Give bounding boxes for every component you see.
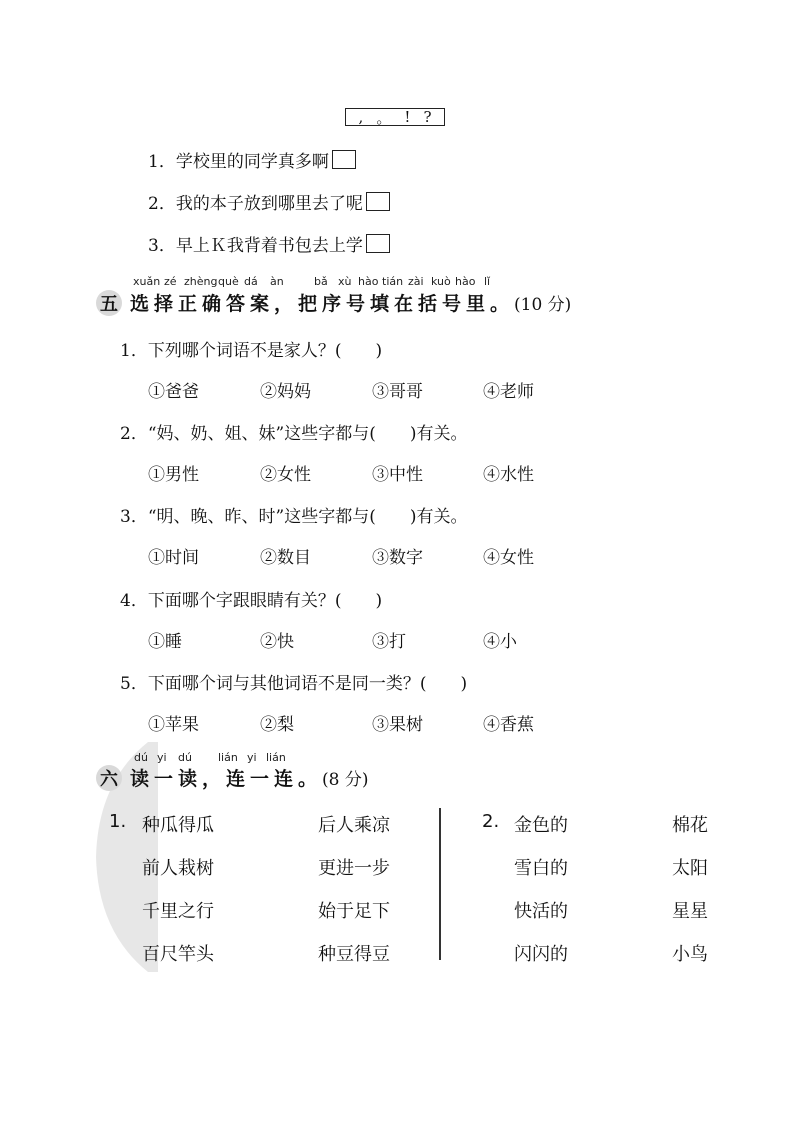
question-2: 2．“妈、奶、姐、妹”这些字都与( )有关。 <box>120 424 468 444</box>
pinyin: kuò <box>431 275 451 288</box>
pinyin: dá <box>244 275 258 288</box>
pinyin: yi <box>247 751 257 764</box>
match-right-item[interactable]: 始于足下 <box>318 901 390 922</box>
section-number-badge: 六 <box>96 765 122 791</box>
match-left-item[interactable]: 快活的 <box>514 901 568 922</box>
section-title: 读一读，连一连。 <box>130 768 323 790</box>
question-3: 3．“明、晚、昨、时”这些字都与( )有关。 <box>120 507 468 527</box>
pinyin: hào <box>455 275 476 288</box>
option[interactable]: ①爸爸 <box>148 382 199 402</box>
pinyin: hào <box>358 275 379 288</box>
pinyin: tián <box>382 275 404 288</box>
punctuation-item-1 <box>148 147 356 172</box>
option[interactable]: ③数字 <box>372 548 423 568</box>
option[interactable]: ①时间 <box>148 548 199 568</box>
match-left-item[interactable]: 雪白的 <box>514 858 568 879</box>
match-right-item[interactable]: 棉花 <box>672 815 708 836</box>
option[interactable]: ④香蕉 <box>483 715 534 735</box>
match-right-item[interactable]: 种豆得豆 <box>318 944 390 965</box>
match-right-item[interactable]: 更进一步 <box>318 858 390 879</box>
match-left-item[interactable]: 千里之行 <box>142 901 214 922</box>
section-score: (8 分) <box>322 770 369 790</box>
option[interactable]: ④老师 <box>483 382 534 402</box>
group-2-label: 2. <box>482 811 500 832</box>
match-right-item[interactable]: 后人乘凉 <box>318 815 390 836</box>
pinyin: lián <box>266 751 286 764</box>
pinyin: xuǎn <box>133 275 161 288</box>
section-title: 选择正确答案，把序号填在括号里。 <box>130 293 515 315</box>
section-score: (10 分) <box>514 295 572 315</box>
punctuation-question: ? <box>423 108 432 126</box>
pinyin: àn <box>270 275 284 288</box>
answer-box[interactable] <box>332 150 356 169</box>
punctuation-item-text: 1．学校里的同学真多啊 <box>148 152 329 172</box>
match-right-item[interactable]: 太阳 <box>672 858 708 879</box>
match-right-item[interactable]: 小鸟 <box>672 944 708 965</box>
section6-pinyin <box>0 751 794 765</box>
punctuation-options-box <box>345 108 445 126</box>
pinyin: lǐ <box>484 275 491 288</box>
match-right-item[interactable]: 星星 <box>672 901 708 922</box>
option[interactable]: ②妈妈 <box>260 382 311 402</box>
answer-box[interactable] <box>366 234 390 253</box>
pinyin: zài <box>408 275 424 288</box>
option[interactable]: ③中性 <box>372 465 423 485</box>
pinyin: xù <box>338 275 352 288</box>
option[interactable]: ②数目 <box>260 548 311 568</box>
match-left-item[interactable]: 闪闪的 <box>514 944 568 965</box>
match-left-item[interactable]: 前人栽树 <box>142 858 214 879</box>
section5-pinyin <box>0 275 794 289</box>
question-4: 4．下面哪个字跟眼睛有关？( ) <box>120 591 383 611</box>
pinyin: bǎ <box>314 275 328 288</box>
pinyin: què <box>218 275 239 288</box>
option[interactable]: ③哥哥 <box>372 382 423 402</box>
option[interactable]: ④女性 <box>483 548 534 568</box>
pinyin: zhèng <box>184 275 218 288</box>
option[interactable]: ①男性 <box>148 465 199 485</box>
pinyin: dú <box>134 751 148 764</box>
answer-box[interactable] <box>366 192 390 211</box>
option[interactable]: ②梨 <box>260 715 294 735</box>
match-left-item[interactable]: 金色的 <box>514 815 568 836</box>
punctuation-item-text: 2．我的本子放到哪里去了呢 <box>148 194 363 214</box>
punctuation-period: 。 <box>376 108 392 127</box>
question-1: 1．下列哪个词语不是家人？( ) <box>120 341 383 361</box>
option[interactable]: ③果树 <box>372 715 423 735</box>
group-1-label: 1. <box>109 811 127 832</box>
option[interactable]: ①睡 <box>148 632 182 652</box>
option[interactable]: ④小 <box>483 632 517 652</box>
punctuation-item-text: 3．早上Ｋ我背着书包去上学 <box>148 236 363 256</box>
option[interactable]: ①苹果 <box>148 715 199 735</box>
match-left-item[interactable]: 种瓜得瓜 <box>142 815 214 836</box>
punctuation-item-2 <box>148 189 390 214</box>
section5-heading <box>96 289 571 316</box>
column-divider <box>439 808 441 960</box>
option[interactable]: ④水性 <box>483 465 534 485</box>
option[interactable]: ②女性 <box>260 465 311 485</box>
option[interactable]: ②快 <box>260 632 294 652</box>
section-number-badge: 五 <box>96 290 122 316</box>
option[interactable]: ③打 <box>372 632 406 652</box>
punctuation-comma: , <box>358 108 364 126</box>
pinyin: lián <box>218 751 238 764</box>
question-5: 5．下面哪个词与其他词语不是同一类？( ) <box>120 674 468 694</box>
pinyin: dú <box>178 751 192 764</box>
pinyin: zé <box>164 275 177 288</box>
pinyin: yi <box>157 751 167 764</box>
section6-heading <box>96 764 369 791</box>
punctuation-item-3 <box>148 231 390 256</box>
punctuation-exclamation: ! <box>404 108 411 126</box>
match-left-item[interactable]: 百尺竿头 <box>142 944 214 965</box>
